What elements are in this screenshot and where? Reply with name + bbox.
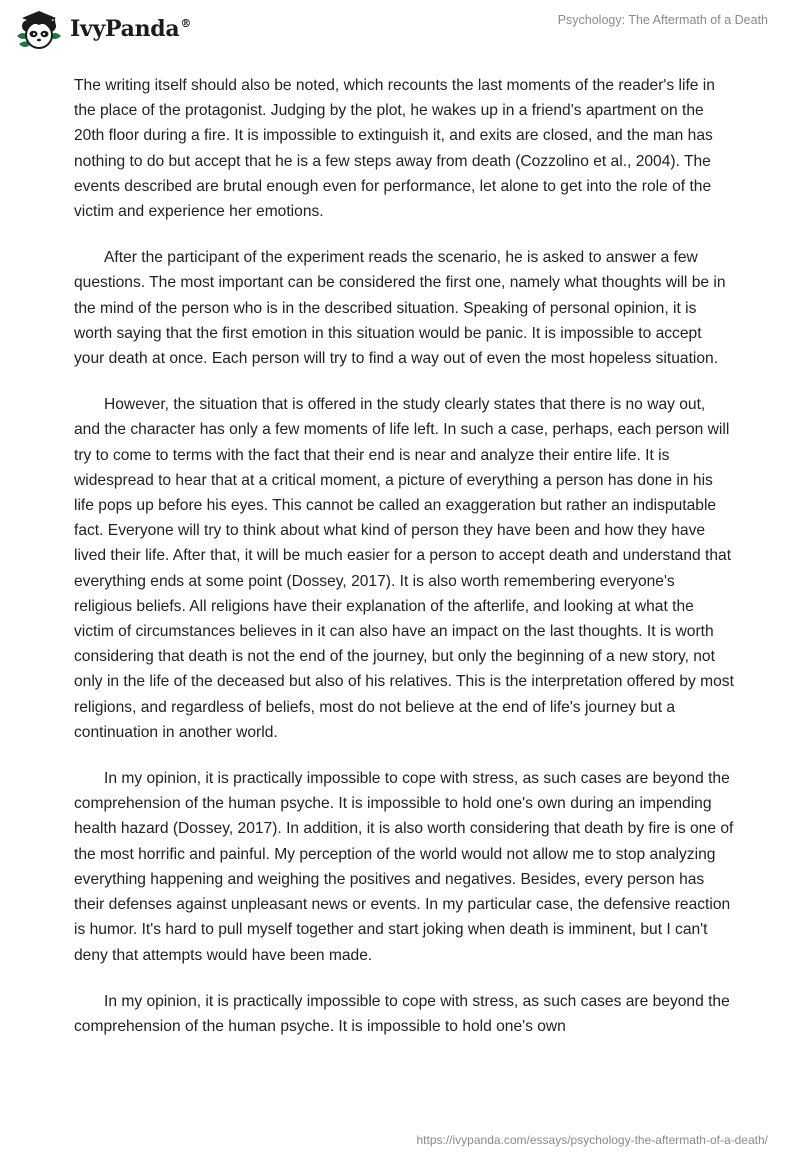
paragraph: The writing itself should also be noted, which recounts the last moments of the reader's life in the place of the protagonist. Judging by the plot, he wakes up in a friend's apartment on the 20th floor during a fire. It is impossible to extinguish it, and exits are closed, and the man has nothing to do but accept that he is a few steps away from death (Cozzolino et al., 2004). The events described are brutal enough even for performance, let alone to get into the role of the victim and experience her emotions. [74, 77, 715, 221]
paragraph: However, the situation that is offered in the study clearly states that there is no way out, and the character has only a few moments of life left. In such a case, perhaps, each person will try to come to terms with the fact that their end is near and analyze their entire life. It is widespread to hear that at a critical moment, a picture of everything a person has done in his life pops up before his eyes. This cannot be called an exaggeration but rather an indisputable fact. Everyone will try to think about what kind of person they have been and how they have lived their life. After that, it will be much easier for a person to accept death and understand that everything ends at some point (Dossey, 2017). It is also worth remembering everyone's religious beliefs. All religions have their explanation of the afterlife, and looking at what the victim of circumstances believes in it can also have an impact on the last thoughts. It is worth considering that death is not the end of the journey, but only the beginning of a new story, not only in the life of the deceased but also of his relatives. This is the interpretation offered by most religions, and regardless of beliefs, most do not believe at the end of life's journey but a continuation in another world. [74, 396, 734, 741]
page-header [0, 0, 800, 60]
paragraph: After the participant of the experiment reads the scenario, he is asked to answer a few questions. The most important can be considered the first one, namely what thoughts will be in the mind of the person who is in the described situation. Speaking of personal opinion, it is worth saying that the first emotion in this situation would be panic. It is impossible to accept your death at once. Each person will try to find a way out of even the most hopeless situation. [74, 249, 726, 368]
source-url[interactable]: https://ivypanda.com/essays/psychology-the-aftermath-of-a-death/ [416, 1133, 768, 1147]
panda-graduate-icon [14, 6, 64, 52]
document-title: Psychology: The Aftermath of a Death [557, 13, 768, 27]
paragraph: In my opinion, it is practically impossible to cope with stress, as such cases are beyond the comprehension of the human psyche. It is impossible to hold one's own [74, 992, 730, 1035]
ivypanda-logo[interactable] [14, 6, 191, 52]
brand-name: IvyPanda® [70, 16, 192, 42]
essay-body [74, 73, 734, 1060]
paragraph: In my opinion, it is practically impossible to cope with stress, as such cases are beyond the comprehension of the human psyche. It is impossible to hold one's own during an impending health hazard (Dossey, 2017). In addition, it is also worth considering that death by fire is one of the most horrific and painful. My perception of the world would not allow me to stop analyzing everything happening and weighing the positives and negatives. Besides, every person has their defenses against unpleasant news or events. In my particular case, the defensive reaction is humor. It's hard to pull myself together and start joking when death is imminent, but I can't deny that attempts would have been made. [74, 770, 734, 964]
